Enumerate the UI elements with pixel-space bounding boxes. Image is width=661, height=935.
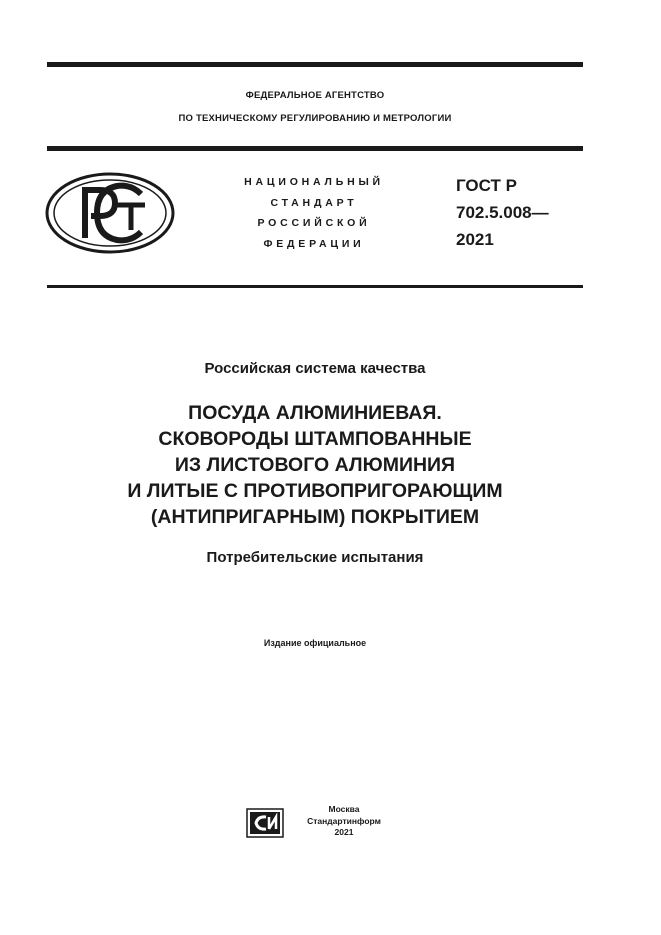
title-line: СКОВОРОДЫ ШТАМПОВАННЫЕ <box>158 428 472 450</box>
header-bottom-rule <box>47 285 583 288</box>
rst-certification-mark-icon <box>45 172 175 254</box>
standartinform-logo-icon <box>246 808 284 838</box>
header-rule <box>47 146 583 151</box>
designation-line: 702.5.008— <box>456 203 549 222</box>
title-line: ПОСУДА АЛЮМИНИЕВАЯ. <box>188 402 442 424</box>
standard-designation <box>456 172 549 253</box>
title-line: (АНТИПРИГАРНЫМ) ПОКРЫТИЕМ <box>150 506 480 528</box>
title-line: И ЛИТЫЕ С ПРОТИВОПРИГОРАЮЩИМ <box>127 480 503 502</box>
agency-name-line-2: ПО ТЕХНИЧЕСКОМУ РЕГУЛИРОВАНИЮ И МЕТРОЛОГИИ <box>178 113 452 124</box>
edition-label: Издание официальное <box>263 638 367 648</box>
publisher-city: Москва <box>328 804 360 814</box>
national-standard-line: НАЦИОНАЛЬНЫЙ <box>244 176 384 188</box>
national-standard-label <box>214 172 414 254</box>
agency-name-line-1: ФЕДЕРАЛЬНОЕ АГЕНТСТВО <box>245 90 385 101</box>
publisher-text <box>294 804 394 839</box>
publisher-year: 2021 <box>334 827 354 837</box>
document-purpose: Потребительские испытания <box>206 549 424 566</box>
publisher-block <box>246 804 396 844</box>
document-title <box>0 400 630 530</box>
top-rule <box>47 62 583 67</box>
designation-line: 2021 <box>456 230 494 249</box>
national-standard-line: СТАНДАРТ <box>270 196 358 209</box>
designation-line: ГОСТ Р <box>456 176 517 195</box>
publisher-name: Стандартинформ <box>307 815 381 826</box>
title-line: ИЗ ЛИСТОВОГО АЛЮМИНИЯ <box>174 454 456 476</box>
national-standard-line: ФЕДЕРАЦИИ <box>263 237 365 250</box>
series-title: Российская система качества <box>204 360 426 377</box>
national-standard-line: РОССИЙСКОЙ <box>257 217 371 229</box>
